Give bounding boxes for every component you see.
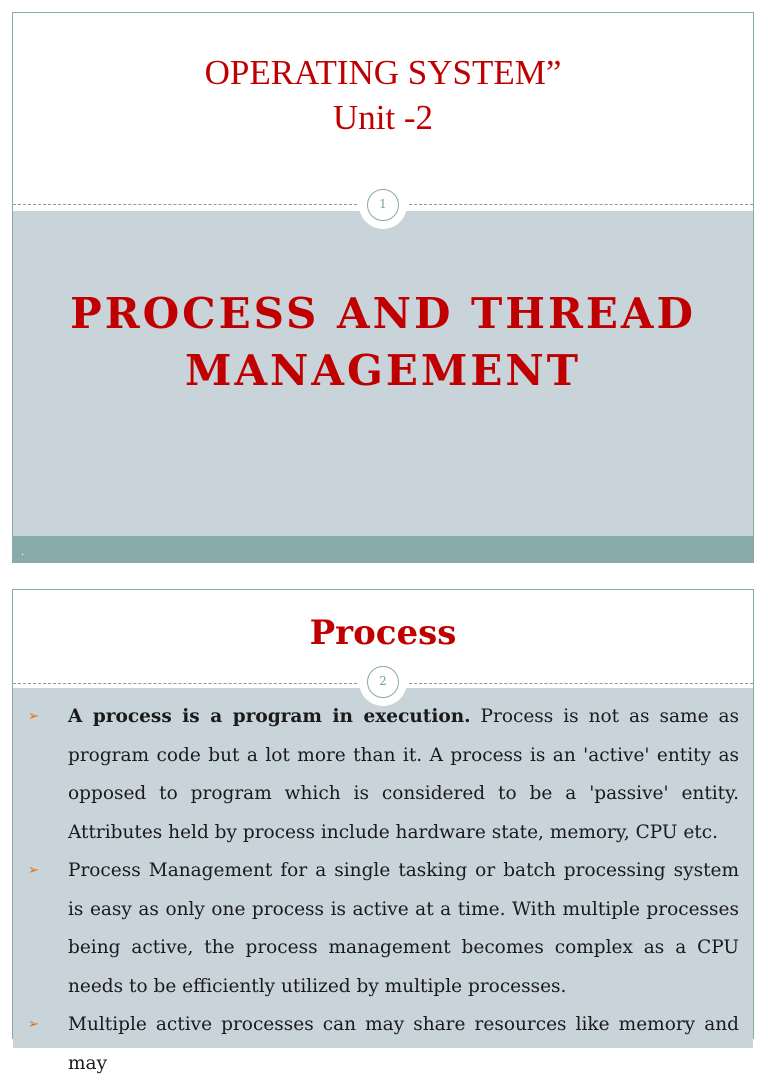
bullet-list — [13, 698, 753, 1083]
page-number-badge — [359, 658, 407, 706]
slide-heading — [13, 285, 753, 399]
bullet-text: Process is not as same as program code but a lot more than it. A process is an 'active' entity as opposed to program which is considered to be a 'passive' entity. Attributes held by process include hardware state, memory, CPU etc. — [68, 706, 740, 843]
arrow-bullet-icon: ➢ — [28, 709, 39, 724]
bullet-text: Multiple active processes can may share resources like memory and may — [68, 1014, 739, 1074]
footer-text: . — [21, 547, 25, 558]
list-item — [13, 698, 753, 852]
title-area — [13, 13, 753, 205]
course-title — [13, 50, 753, 140]
page-number: 1 — [367, 189, 399, 221]
slide-2 — [12, 589, 754, 1074]
list-item — [13, 852, 753, 1006]
footer-bar — [13, 536, 753, 562]
course-title-line2: Unit -2 — [332, 98, 434, 137]
slide-1 — [12, 12, 754, 563]
bullet-text: Process Management for a single tasking or batch processing system is easy as only one process is active at a time. With multiple processes being active, the process management becomes complex as a CPU needs to be efficiently utilized by multiple processes. — [68, 860, 739, 997]
content-panel — [13, 688, 753, 1074]
course-title-line1: OPERATING SYSTEM” — [204, 53, 562, 92]
slide-title: Process — [309, 613, 457, 653]
page-number-badge — [359, 181, 407, 229]
bullet-bold-text: A process is a program in execution. — [68, 706, 471, 727]
slide-heading-line1: PROCESS AND THREAD — [70, 289, 696, 338]
content-panel — [13, 211, 753, 537]
arrow-bullet-icon: ➢ — [28, 863, 39, 878]
slide-heading-line2: MANAGEMENT — [184, 346, 582, 395]
arrow-bullet-icon: ➢ — [28, 1017, 39, 1032]
page-number: 2 — [367, 666, 399, 698]
list-item — [13, 1006, 753, 1083]
